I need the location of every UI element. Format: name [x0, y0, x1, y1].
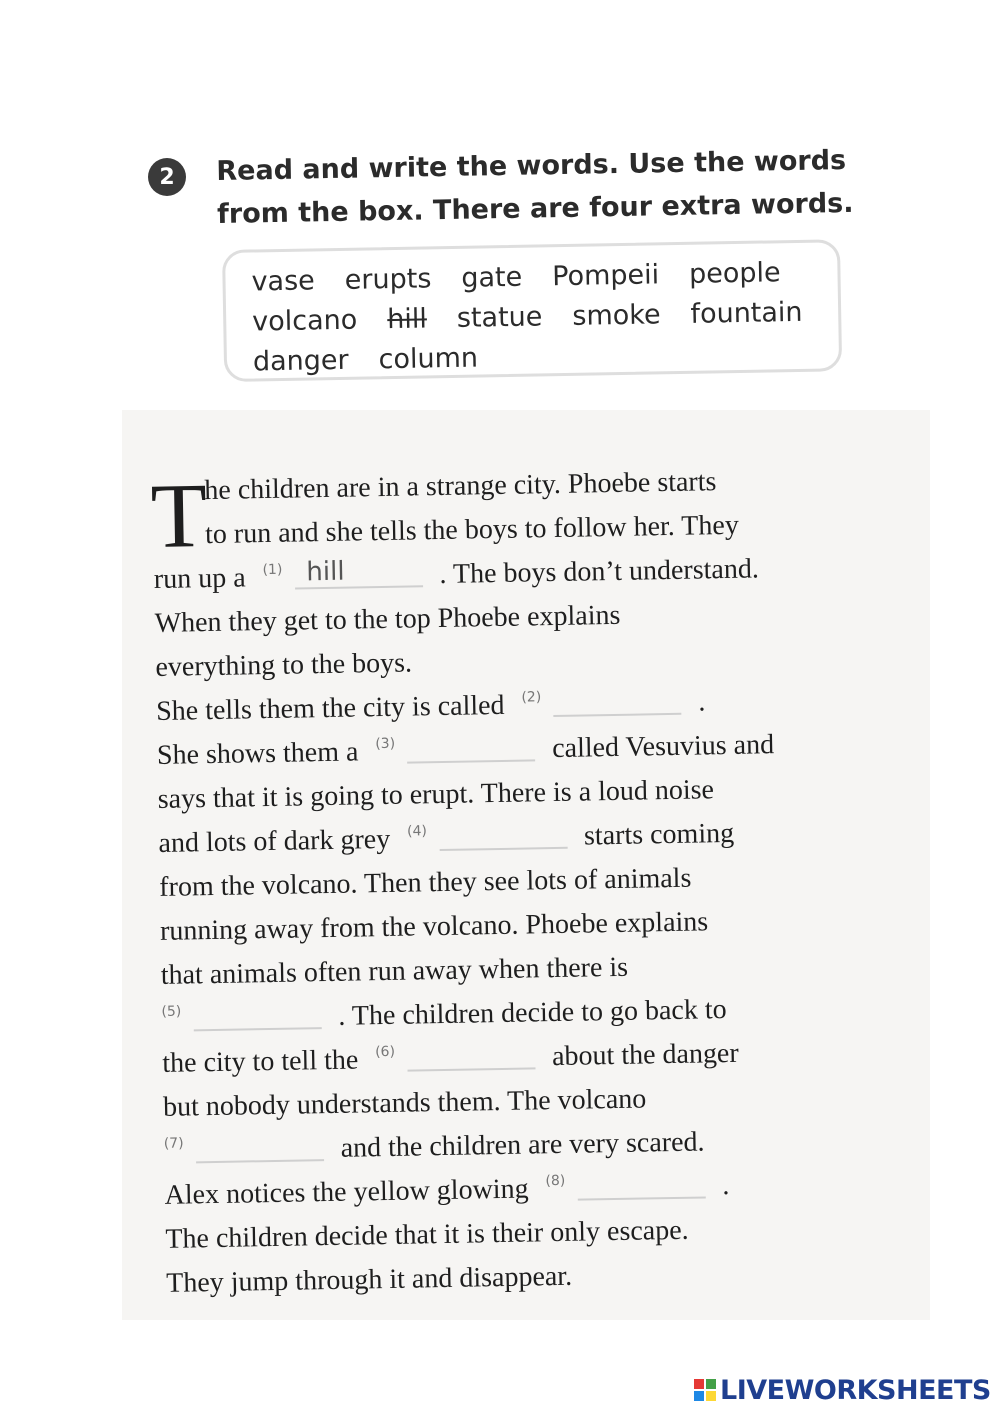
word-bank-row: [253, 343, 479, 378]
story-line: [155, 641, 412, 689]
story-line: [154, 594, 620, 646]
word-bank-word: volcano: [251, 304, 358, 338]
task-instructions: [216, 138, 897, 236]
answer-blank-2[interactable]: [553, 683, 682, 717]
blank-number: (6): [375, 1043, 396, 1061]
word-bank-word: people: [688, 257, 781, 290]
answer-blank-7[interactable]: [195, 1129, 324, 1163]
story-line-text: She tells them the city is called: [155, 689, 505, 727]
word-bank-word: smoke: [572, 299, 661, 332]
answer-blank-3[interactable]: [407, 729, 536, 763]
word-bank-word: column: [378, 342, 479, 376]
story-line-text: that animals often run away when there is: [160, 951, 629, 991]
story-line-text: She shows them a: [156, 736, 359, 771]
word-bank-row: [251, 257, 781, 297]
blank-number: (5): [161, 1003, 182, 1020]
blank-number: (3): [375, 735, 396, 753]
story-line-text: everything to the boys.: [155, 647, 413, 683]
answer-blank-8[interactable]: [577, 1166, 706, 1200]
blank-number: (7): [163, 1135, 184, 1152]
story-line-text: but nobody understands them. The volcano: [162, 1083, 647, 1123]
blank-number: (4): [406, 823, 428, 840]
logo-square: [706, 1379, 716, 1389]
story-line-text: and lots of dark grey: [158, 823, 391, 859]
logo-square: [694, 1391, 704, 1401]
instruction-line: Read and write the words. Use the words: [216, 145, 847, 187]
story-line-text: and the children are very scared.: [340, 1126, 705, 1164]
blank-number: (8): [545, 1172, 566, 1190]
story-line: [166, 1255, 573, 1306]
story-line-text: called Vesuvius and: [551, 729, 775, 765]
word-bank-word: Pompeii: [551, 259, 660, 293]
story-line-text: the city to tell the: [162, 1044, 359, 1079]
story-line-text: .: [722, 1170, 730, 1202]
story-line-text: When they get to the top Phoebe explains: [154, 599, 621, 639]
word-bank-word-crossed-out: hill: [387, 303, 428, 336]
story-line-text: The children decide that it is their only escape.: [165, 1214, 689, 1255]
word-bank-row: [252, 297, 803, 338]
story-line-text: . The children decide to go back to: [338, 994, 727, 1032]
story-line: [165, 1209, 689, 1262]
liveworksheets-logo[interactable]: [694, 1375, 991, 1405]
story-line-text: starts coming: [583, 817, 735, 852]
story-line-text: says that it is going to erupt. There is a loud noise: [157, 774, 715, 815]
word-bank-word: erupts: [344, 263, 432, 296]
blank-number: (2): [521, 689, 542, 706]
story-line-text: run up a: [153, 562, 246, 595]
logo-square: [694, 1379, 704, 1389]
word-bank-word: fountain: [690, 296, 803, 330]
task-number-badge: [148, 158, 186, 196]
task-number: 2: [159, 164, 175, 190]
story-line-text: to run and she tells the boys to follow her. They: [204, 509, 740, 551]
word-bank-word: gate: [461, 261, 523, 294]
logo-square: [706, 1391, 716, 1401]
answer-blank-6[interactable]: [407, 1037, 536, 1071]
story-line-text: about the danger: [551, 1037, 739, 1073]
story-line-text: Alex notices the yellow glowing: [164, 1173, 529, 1211]
story-line-text: he children are in a strange city. Phoebe starts: [204, 466, 717, 507]
logo-mark-icon: [694, 1379, 716, 1401]
story-line-text: They jump through it and disappear.: [165, 1260, 573, 1299]
blank-number: (1): [262, 561, 283, 579]
story-line-text: .: [698, 686, 706, 718]
dropcap-letter: T: [149, 464, 208, 568]
word-bank-word: danger: [252, 344, 349, 378]
story-line-text: running away from the volcano. Phoebe explains: [159, 906, 709, 947]
blank-answer: hill: [306, 556, 345, 588]
answer-blank-1[interactable]: [294, 555, 423, 589]
answer-blank-5[interactable]: [193, 997, 322, 1031]
word-bank-word: vase: [251, 265, 316, 298]
story-line-text: from the volcano. Then they see lots of animals: [159, 862, 692, 903]
logo-text: LIVEWORKSHEETS: [720, 1374, 991, 1406]
word-bank-box: [222, 239, 842, 382]
word-bank-word: statue: [456, 301, 543, 334]
answer-blank-4[interactable]: [439, 817, 568, 851]
instruction-line: from the box. There are four extra words.: [216, 187, 854, 230]
story-line-text: . The boys don’t understand.: [439, 553, 760, 590]
